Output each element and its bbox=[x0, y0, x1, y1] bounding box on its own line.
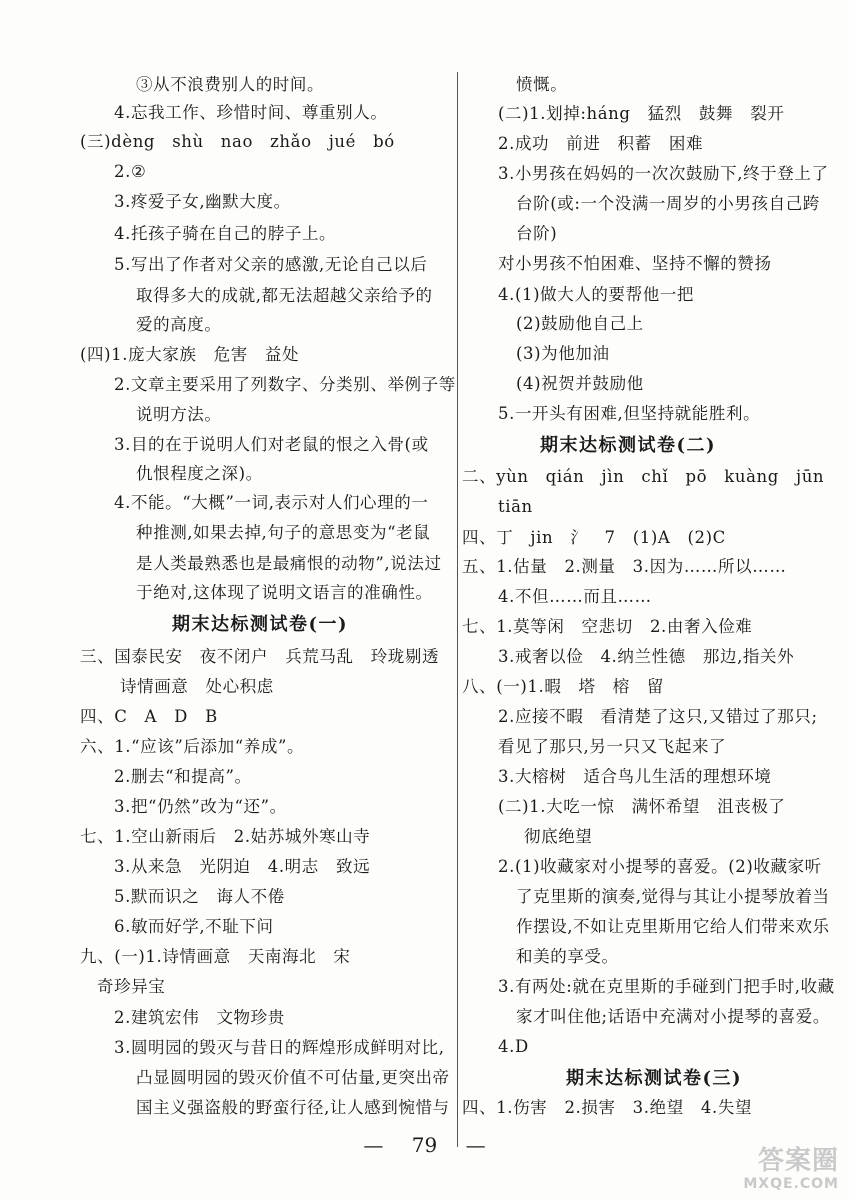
section-heading: 期末达标测试卷(二) bbox=[540, 435, 717, 456]
text-line: 九、(一)1.诗情画意 天南海北 宋 bbox=[80, 947, 351, 966]
text-line: 3.疼爱子女,幽默大度。 bbox=[114, 192, 291, 211]
text-line: 了克里斯的演奏,觉得与其让小提琴放着当 bbox=[516, 887, 830, 906]
text-line: 七、1.空山新雨后 2.姑苏城外寒山寺 bbox=[80, 827, 371, 846]
text-line: 爱的高度。 bbox=[136, 315, 222, 334]
text-line: 台阶) bbox=[516, 224, 558, 243]
text-line: (二)1.大吃一惊 满怀希望 沮丧极了 bbox=[498, 797, 786, 816]
text-line: 3.目的在于说明人们对老鼠的恨之入骨(或 bbox=[114, 435, 429, 454]
text-line: 彻底绝望 bbox=[524, 827, 593, 846]
watermark-url: MXQE.COM bbox=[743, 1176, 839, 1192]
text-line: 4.不能。“大概”一词,表示对人们心理的一 bbox=[114, 493, 429, 512]
text-line: ③从不浪费别人的时间。 bbox=[136, 75, 325, 94]
section-heading: 期末达标测试卷(一) bbox=[172, 614, 349, 635]
text-line: 3.从来急 光阴迫 4.明志 致远 bbox=[114, 857, 371, 876]
site-watermark bbox=[700, 1136, 845, 1196]
text-line: 六、1.“应该”后添加“养成”。 bbox=[80, 737, 305, 756]
text-line: 3.小男孩在妈妈的一次次鼓励下,终于登上了 bbox=[498, 164, 829, 183]
text-line: (三)dèng shù nao zhǎo jué bó bbox=[80, 132, 395, 151]
text-line: 3.把“仍然”改为“还”。 bbox=[114, 797, 287, 816]
text-line: 3.圆明园的毁灭与昔日的辉煌形成鲜明对比, bbox=[114, 1038, 445, 1057]
text-line: 于绝对,这体现了说明文语言的准确性。 bbox=[136, 583, 433, 602]
text-line: 国主义强盗般的野蛮行径,让人感到惋惜与 bbox=[136, 1098, 450, 1117]
text-line: 2.② bbox=[114, 162, 147, 181]
text-line: 3.戒奢以俭 4.纳兰性德 那边,指关外 bbox=[498, 647, 795, 666]
text-line: 二、yùn qián jìn chǐ pō kuàng jūn bbox=[462, 467, 825, 486]
text-line: 5.一开头有困难,但坚持就能胜利。 bbox=[498, 404, 761, 423]
text-line: 4.忘我工作、珍惜时间、尊重别人。 bbox=[114, 103, 388, 122]
text-line: 4.不但……而且…… bbox=[498, 587, 652, 606]
text-line: 3.大榕树 适合鸟儿生活的理想环境 bbox=[498, 767, 772, 786]
text-line: 四、C A D B bbox=[80, 707, 218, 726]
text-line: 四、丁 jin 氵 7 (1)A (2)C bbox=[462, 528, 726, 547]
text-line: 七、1.莫等闲 空悲切 2.由奢入俭难 bbox=[462, 617, 753, 636]
text-line: 诗情画意 处心积虑 bbox=[120, 677, 274, 696]
text-line: 5.默而识之 诲人不倦 bbox=[114, 887, 285, 906]
page-number: 79 bbox=[411, 1133, 438, 1157]
text-line: 仇恨程度之深)。 bbox=[136, 464, 263, 483]
section-heading: 期末达标测试卷(三) bbox=[566, 1068, 743, 1089]
footer-dash-right: — bbox=[465, 1133, 486, 1157]
watermark-logo-text: 答案圈 bbox=[757, 1146, 839, 1176]
text-line: 2.文章主要采用了列数字、分类别、举例子等 bbox=[114, 375, 456, 394]
text-line: 八、(一)1.暇 塔 榕 留 bbox=[462, 677, 665, 696]
text-line: 愤慨。 bbox=[516, 75, 568, 94]
text-line: 4.(1)做大人的要帮他一把 bbox=[498, 285, 695, 304]
text-line: 3.有两处:就在克里斯的手碰到门把手时,收藏 bbox=[498, 977, 835, 996]
text-line: 5.写出了作者对父亲的感激,无论自己以后 bbox=[114, 255, 428, 274]
text-line: (4)祝贺并鼓励他 bbox=[516, 374, 644, 393]
text-line: 台阶(或:一个没满一周岁的小男孩自己跨 bbox=[516, 194, 820, 213]
text-line: 6.敏而好学,不耻下问 bbox=[114, 917, 274, 936]
text-line: 4.托孩子骑在自己的脖子上。 bbox=[114, 224, 337, 243]
text-line: (二)1.划掉:háng 猛烈 鼓舞 裂开 bbox=[498, 104, 785, 123]
text-line: 2.删去“和提高”。 bbox=[114, 767, 252, 786]
footer-dash-left: — bbox=[363, 1133, 384, 1157]
text-line: 4.D bbox=[498, 1037, 529, 1056]
text-line: 对小男孩不怕困难、坚持不懈的赞扬 bbox=[498, 254, 772, 273]
text-line: tiān bbox=[498, 497, 533, 516]
text-line: 五、1.估量 2.测量 3.因为……所以…… bbox=[462, 557, 787, 576]
text-line: 凸显圆明园的毁灭价值不可估量,更突出帝 bbox=[136, 1068, 450, 1087]
text-line: 三、国泰民安 夜不闭户 兵荒马乱 玲珑剔透 bbox=[80, 647, 440, 666]
text-line: 是人类最熟悉也是最痛恨的动物”,说法过 bbox=[136, 554, 442, 573]
text-line: 2.成功 前进 积蓄 困难 bbox=[498, 134, 704, 153]
column-divider bbox=[457, 72, 458, 1147]
text-line: 取得多大的成就,都无法超越父亲给予的 bbox=[136, 286, 433, 305]
text-line: 2.(1)收藏家对小提琴的喜爱。(2)收藏家听 bbox=[498, 857, 822, 876]
text-line: 家才叫住他;话语中充满对小提琴的喜爱。 bbox=[516, 1007, 830, 1026]
text-line: 和美的享受。 bbox=[516, 947, 619, 966]
text-line: 四、1.伤害 2.损害 3.绝望 4.失望 bbox=[462, 1098, 753, 1117]
text-line: 2.建筑宏伟 文物珍贵 bbox=[114, 1008, 285, 1027]
text-line: (四)1.庞大家族 危害 益处 bbox=[80, 345, 300, 364]
text-line: (2)鼓励他自己上 bbox=[516, 314, 644, 333]
text-line: 种推测,如果去掉,句子的意思变为“老鼠 bbox=[136, 523, 431, 542]
text-line: (3)为他加油 bbox=[516, 344, 610, 363]
text-line: 2.应接不暇 看清楚了这只,又错过了那只; bbox=[498, 707, 818, 726]
text-line: 奇珍异宝 bbox=[97, 977, 166, 996]
text-line: 看见了那只,另一只又飞起来了 bbox=[498, 737, 727, 756]
text-line: 说明方法。 bbox=[136, 405, 222, 424]
text-line: 作摆设,不如让克里斯用它给人们带来欢乐 bbox=[516, 917, 830, 936]
